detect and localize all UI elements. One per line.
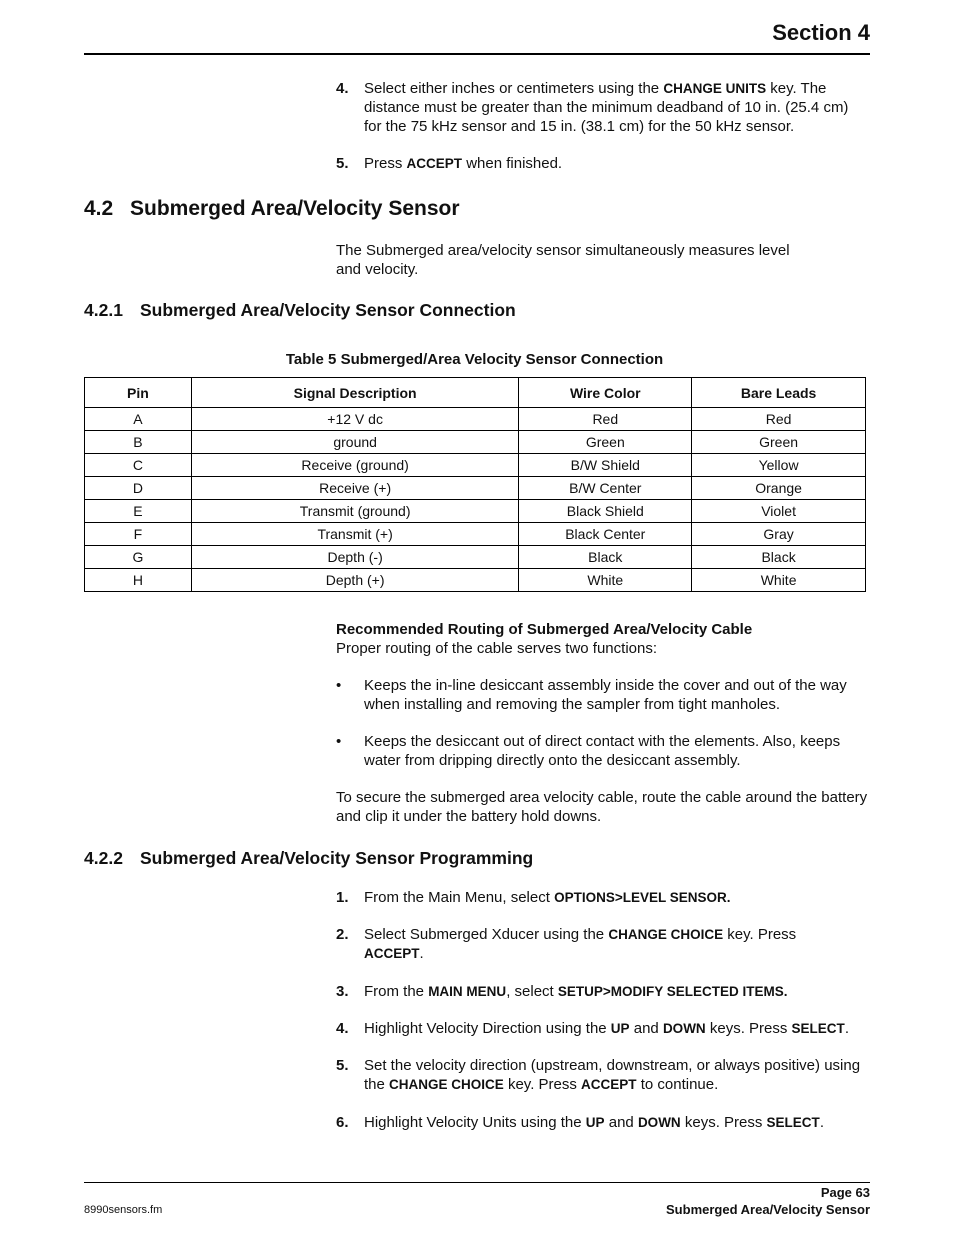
table-row — [85, 523, 866, 546]
prog-step-3 — [336, 982, 870, 1001]
routing-closing: To secure the submerged area velocity cable, route the cable around the battery and clip it under the battery hold downs. — [336, 789, 868, 825]
step-text: Highlight Velocity Direction using the UP and DOWN keys. Press SELECT. — [364, 1020, 849, 1037]
key-label: ACCEPT — [581, 1077, 637, 1092]
table-cell: Receive (+) — [191, 477, 519, 500]
key-label: ACCEPT — [364, 946, 420, 961]
table-cell: Transmit (ground) — [191, 500, 519, 523]
table-cell: Black — [692, 546, 866, 569]
table-cell: White — [519, 569, 692, 592]
key-label: ACCEPT — [406, 156, 463, 171]
header-rule — [84, 53, 870, 55]
column-header: Pin — [85, 378, 192, 408]
table-cell: G — [85, 546, 192, 569]
heading-4-2-1: 4.2.1 Submerged Area/Velocity Sensor Connection — [84, 300, 516, 320]
table-cell: B/W Center — [519, 477, 692, 500]
table-cell: E — [85, 500, 192, 523]
table-row — [85, 408, 866, 431]
connection-table — [84, 377, 866, 592]
step-number: 2. — [336, 926, 349, 943]
key-label: UP — [585, 1115, 605, 1130]
table-cell: ground — [191, 431, 519, 454]
prog-step-6 — [336, 1113, 870, 1132]
key-label: CHANGE UNITS — [663, 81, 767, 96]
table-cell: B — [85, 431, 192, 454]
prog-step-2 — [336, 925, 870, 963]
routing-heading: Recommended Routing of Submerged Area/Velocity Cable — [336, 621, 753, 638]
table-cell: Black Center — [519, 523, 692, 546]
step-text: Set the velocity direction (upstream, downstream, or always positive) using the CHANGE CHOICE key. Press ACCEPT to continue. — [364, 1057, 861, 1093]
table-cell: H — [85, 569, 192, 592]
column-header: Signal Description — [191, 378, 519, 408]
heading-4-2-2: 4.2.2 Submerged Area/Velocity Sensor Programming — [84, 848, 534, 868]
table-cell: Black — [519, 546, 692, 569]
page-number: Page 63 — [820, 1185, 870, 1200]
key-label: MAIN MENU — [428, 984, 507, 999]
table-row — [85, 477, 866, 500]
bullet-item — [336, 732, 870, 770]
key-label: CHANGE CHOICE — [608, 927, 724, 942]
table-cell: C — [85, 454, 192, 477]
key-label: UP — [610, 1021, 630, 1036]
step-number: 4. — [336, 1020, 349, 1037]
table-cell: Green — [692, 431, 866, 454]
step-top-5 — [336, 154, 870, 173]
bullet-text: Keeps the in-line desiccant assembly inside the cover and out of the way when installing and removing the sampler from tight manholes. — [364, 677, 847, 713]
table-cell: Green — [519, 431, 692, 454]
step-text: From the MAIN MENU, select SETUP>MODIFY SELECTED ITEMS. — [364, 983, 788, 1000]
prog-step-1 — [336, 888, 870, 907]
table-row — [85, 454, 866, 477]
step-number: 4. — [336, 80, 349, 97]
routing-intro: Proper routing of the cable serves two functions: — [336, 640, 658, 657]
step-number: 5. — [336, 1057, 349, 1074]
bullet-icon: • — [336, 733, 342, 750]
table-cell: +12 V dc — [191, 408, 519, 431]
bullet-icon: • — [336, 677, 342, 694]
step-top-4 — [336, 79, 870, 136]
step-text: Press ACCEPT when finished. — [364, 155, 563, 172]
key-label: CHANGE CHOICE — [389, 1077, 504, 1092]
footer-rule — [84, 1182, 870, 1183]
section-header: Section 4 — [772, 20, 870, 45]
step-text: Select Submerged Xducer using the CHANGE CHOICE key. Press ACCEPT. — [364, 926, 797, 962]
table-cell: Transmit (+) — [191, 523, 519, 546]
prog-step-4 — [336, 1019, 870, 1038]
section-intro: The Submerged area/velocity sensor simultaneously measures level and velocity. — [336, 242, 790, 278]
table-cell: White — [692, 569, 866, 592]
key-label: DOWN — [662, 1021, 706, 1036]
footer-title: Submerged Area/Velocity Sensor — [666, 1202, 870, 1217]
table-cell: F — [85, 523, 192, 546]
table-cell: A — [85, 408, 192, 431]
step-text: From the Main Menu, select OPTIONS>LEVEL SENSOR. — [364, 889, 731, 906]
bullet-text: Keeps the desiccant out of direct contact with the elements. Also, keeps water from dripping directly onto the desiccant assembly. — [364, 733, 841, 769]
table-cell: Red — [692, 408, 866, 431]
bullet-item — [336, 676, 870, 714]
table-cell: Gray — [692, 523, 866, 546]
footer-filename: 8990sensors.fm — [84, 1204, 163, 1216]
table-cell: Black Shield — [519, 500, 692, 523]
table-cell: Orange — [692, 477, 866, 500]
step-number: 1. — [336, 889, 349, 906]
key-label: OPTIONS>LEVEL SENSOR. — [554, 890, 731, 905]
table-cell: Receive (ground) — [191, 454, 519, 477]
table-cell: Violet — [692, 500, 866, 523]
table-header-row — [85, 378, 866, 408]
step-text: Highlight Velocity Units using the UP and DOWN keys. Press SELECT. — [364, 1114, 824, 1131]
table-cell: Depth (+) — [191, 569, 519, 592]
step-number: 6. — [336, 1114, 349, 1131]
table-cell: B/W Shield — [519, 454, 692, 477]
table-row — [85, 569, 866, 592]
table-caption: Table 5 Submerged/Area Velocity Sensor Connection — [285, 351, 664, 368]
step-number: 3. — [336, 983, 349, 1000]
table-row — [85, 546, 866, 569]
key-label: SETUP>MODIFY SELECTED ITEMS. — [557, 984, 788, 999]
heading-4-2: 4.2 Submerged Area/Velocity Sensor — [84, 197, 460, 220]
step-number: 5. — [336, 155, 349, 172]
table-cell: Depth (-) — [191, 546, 519, 569]
key-label: SELECT — [766, 1115, 820, 1130]
table-cell: Yellow — [692, 454, 866, 477]
table-row — [85, 431, 866, 454]
table-cell: Red — [519, 408, 692, 431]
column-header: Wire Color — [519, 378, 692, 408]
column-header: Bare Leads — [692, 378, 866, 408]
key-label: SELECT — [791, 1021, 845, 1036]
key-label: DOWN — [637, 1115, 681, 1130]
table-cell: D — [85, 477, 192, 500]
table-row — [85, 500, 866, 523]
prog-step-5 — [336, 1056, 870, 1094]
step-text: Select either inches or centimeters using the CHANGE UNITS key. The distance must be greater than the minimum deadband of 10 in. (25.4 cm) for the 75 kHz sensor and 15 in. (38.1 cm) for the 50 kHz sensor. — [364, 80, 849, 135]
